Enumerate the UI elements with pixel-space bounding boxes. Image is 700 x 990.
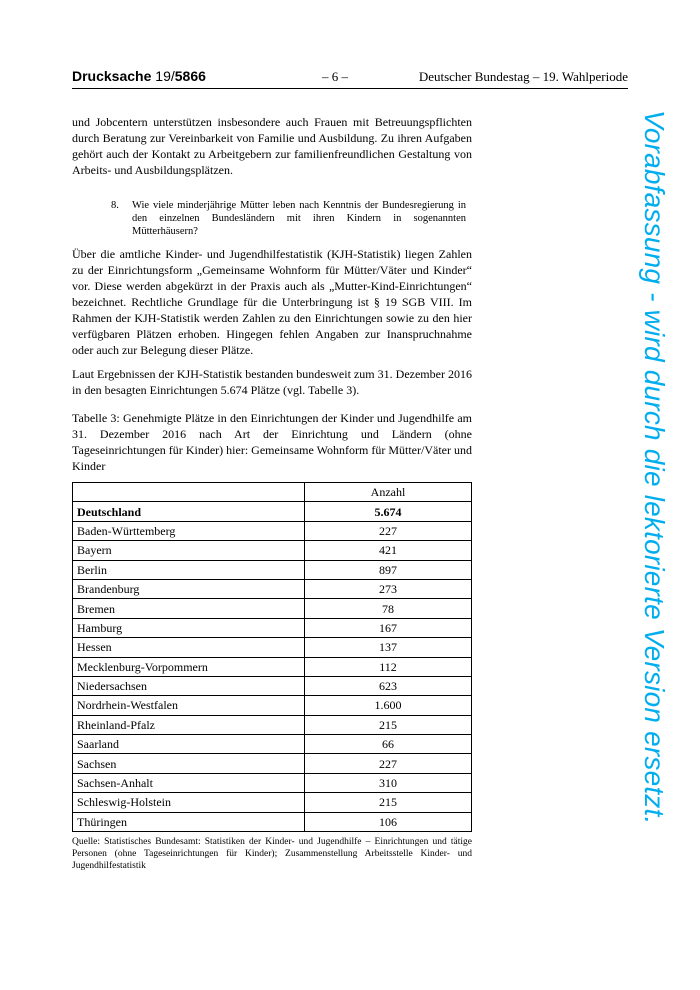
state-name-cell: Brandenburg (73, 579, 305, 598)
table-caption: Tabelle 3: Genehmigte Plätze in den Einrichtungen der Kinder und Jugendhilfe am 31. Dezember 2016 nach Art der Einrichtung und Ländern (ohne Tageseinrichtungen für Kinder) hier: Gemeinsame Wohnform für Mütter/Väter und Kinder (72, 411, 472, 473)
state-name-cell: Berlin (73, 560, 305, 579)
table-row (73, 793, 472, 812)
table-header-row (73, 483, 472, 502)
page-header (72, 68, 628, 89)
table-row (73, 599, 472, 618)
places-count-cell: 897 (305, 560, 472, 579)
state-name-cell: Bayern (73, 541, 305, 560)
places-count-cell: 1.600 (305, 696, 472, 715)
state-name-cell: Hamburg (73, 618, 305, 637)
table-row (73, 676, 472, 695)
table-row (73, 502, 472, 521)
places-count-cell: 273 (305, 579, 472, 598)
table-header-cell (73, 483, 305, 502)
table-row (73, 618, 472, 637)
places-count-cell: 623 (305, 676, 472, 695)
document-prefix: 19/ (155, 68, 175, 84)
state-name-cell: Bremen (73, 599, 305, 618)
table-row (73, 521, 472, 540)
table-row (73, 696, 472, 715)
main-content (72, 114, 472, 872)
answer-paragraph-2: Laut Ergebnissen der KJH-Statistik bestanden bundesweit zum 31. Dezember 2016 in den besagten Einrichtungen 5.674 Plätze (vgl. Tabelle 3). (72, 367, 472, 397)
question-block (72, 199, 472, 238)
places-count-cell: 66 (305, 735, 472, 754)
places-count-cell: 227 (305, 521, 472, 540)
state-name-cell: Baden-Württemberg (73, 521, 305, 540)
state-name-cell: Rheinland-Pfalz (73, 715, 305, 734)
state-name-cell: Thüringen (73, 812, 305, 831)
state-name-cell: Sachsen (73, 754, 305, 773)
state-name-cell: Mecklenburg-Vorpommern (73, 657, 305, 676)
places-count-cell: 78 (305, 599, 472, 618)
question-text: Wie viele minderjährige Mütter leben nach Kenntnis der Bundesregierung in den einzelnen Bundesländern mit ihren Kindern in sogenannten Mütterhäusern? (132, 200, 466, 237)
answer-paragraph-1: Über die amtliche Kinder- und Jugendhilfestatistik (KJH-Statistik) liegen Zahlen zu der Einrichtungsform „Gemeinsame Wohnform für Mütter/Väter und Kinder“ vor. Diese werden abgekürzt in der Praxis auch als „Mutter-Kind-Einrichtungen“ bezeichnet. Rechtliche Grundlage für die Unterbringung ist § 19 SGB VIII. Im Rahmen der KJH-Statistik werden Zahlen zu den Einrichtungen sowie zu den hier verfügbaren Plätzen erhoben. Hingegen fehlen Angaben zur Inanspruchnahme oder auch zur Belegung dieser Plätze. (72, 247, 472, 357)
table-row (73, 638, 472, 657)
state-name-cell: Nordrhein-Westfalen (73, 696, 305, 715)
document-id: 5866 (174, 68, 206, 84)
document-number (72, 68, 206, 84)
places-count-cell: 215 (305, 793, 472, 812)
state-name-cell: Saarland (73, 735, 305, 754)
places-count-cell: 215 (305, 715, 472, 734)
state-name-cell: Schleswig-Holstein (73, 793, 305, 812)
table-row (73, 754, 472, 773)
table-row (73, 715, 472, 734)
table-row (73, 560, 472, 579)
places-count-cell: 421 (305, 541, 472, 560)
table-row (73, 812, 472, 831)
institution-period: Deutscher Bundestag – 19. Wahlperiode (418, 69, 628, 84)
state-name-cell: Sachsen-Anhalt (73, 773, 305, 792)
state-name-cell: Hessen (73, 638, 305, 657)
table-row (73, 579, 472, 598)
places-count-cell: 310 (305, 773, 472, 792)
table-row (73, 657, 472, 676)
places-count-cell: 137 (305, 638, 472, 657)
places-count-cell: 112 (305, 657, 472, 676)
table-source: Quelle: Statistisches Bundesamt: Statistiken der Kinder- und Jugendhilfe – Einrichtungen und tätige Personen (ohne Tageseinrichtungen für Kinder); Zusammenstellung Arbeitsstelle Kinder- und Jugendhilfestatistik (72, 837, 472, 872)
places-count-cell: 106 (305, 812, 472, 831)
document-label: Drucksache (72, 68, 152, 84)
places-count-cell: 227 (305, 754, 472, 773)
draft-watermark: Vorabfassung - wird durch die lektorierte Version ersetzt. (639, 110, 670, 825)
state-name-cell: Niedersachsen (73, 676, 305, 695)
places-count-cell: 5.674 (305, 502, 472, 521)
table-row (73, 773, 472, 792)
question-number: 8. (111, 200, 119, 211)
intro-paragraph: und Jobcentern unterstützen insbesondere auch Frauen mit Betreuungspflichten durch Beratung zur Vereinbarkeit von Familie und Ausbildung. Zu ihren Aufgaben gehört auch der Kontakt zu Arbeitgebern zur familienfreundlichen Gestaltung von Arbeits- und Ausbildungsplätzen. (72, 115, 472, 177)
page-number: – 6 – (322, 69, 348, 84)
state-name-cell: Deutschland (73, 502, 305, 521)
table-row (73, 541, 472, 560)
table-header-cell: Anzahl (305, 483, 472, 502)
places-count-cell: 167 (305, 618, 472, 637)
table-row (73, 735, 472, 754)
places-table (72, 482, 472, 832)
